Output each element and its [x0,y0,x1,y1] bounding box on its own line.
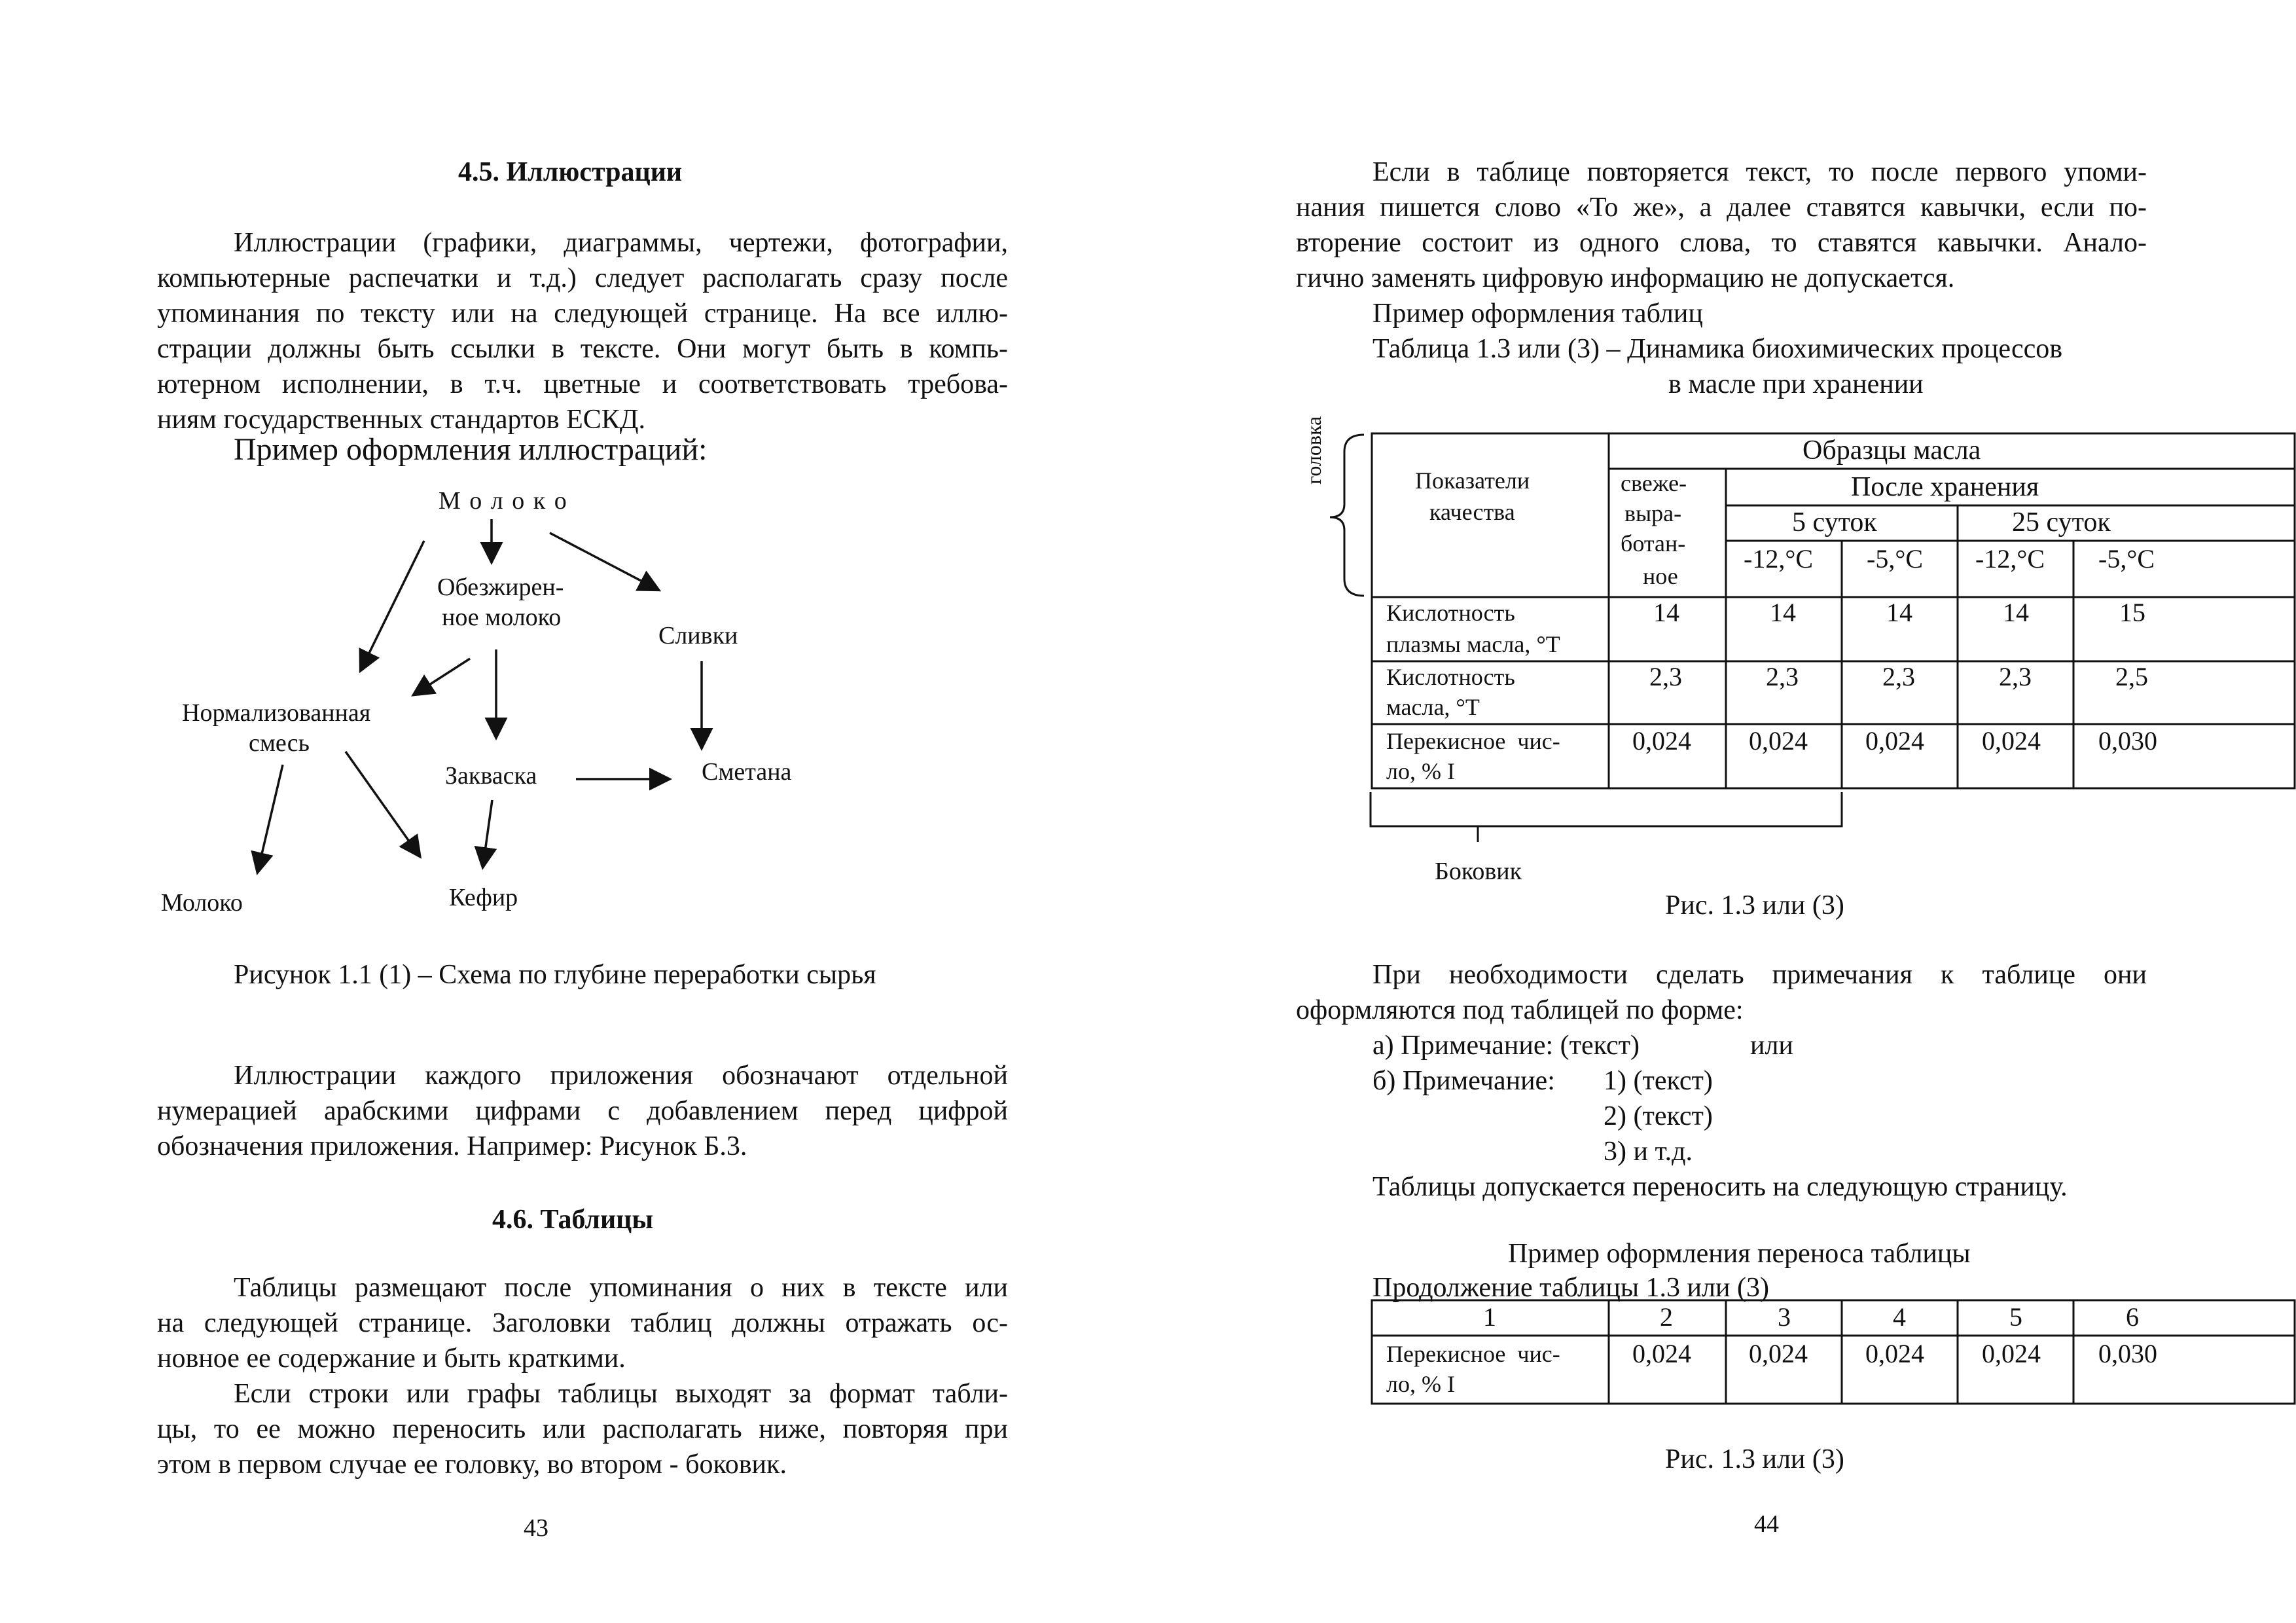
continuation-label: Продолжение таблицы 1.3 или (3) [1372,1273,1769,1303]
table-1-cell: 14 [1653,598,1679,627]
table-1-header-after-storage: После хранения [1851,472,2039,502]
heading-tables: 4.6. Таблицы [492,1205,654,1235]
table-1-cell: 0,024 [1982,726,2041,756]
note-a: а) Примечание: (текст) [1372,1030,1640,1061]
arrow-milk-to-normalized [361,541,424,669]
table-1-row-name: масла, °Т [1386,694,1480,720]
text-line: новное ее содержание и быть краткими. [157,1343,626,1374]
table-1-header-samples: Образцы масла [1803,435,1981,465]
arrow-normalized-to-milk [258,765,283,871]
table-1-cell: 2,3 [1766,662,1799,691]
diagram-node-normalized: Нормализованная [182,699,371,727]
text-line: Если в таблице повторяется текст, то после первого упоми- [1372,157,2147,187]
transfer-text: Таблицы допускается переносить на следующую страницу. [1372,1172,2068,1202]
table-2-column-number: 1 [1483,1302,1496,1332]
table-1-row-name: Перекисное чис- [1386,728,1560,754]
side-label: Боковик [1435,858,1522,885]
arrow-skim-to-normalized [415,659,470,694]
table-1-cell: 15 [2119,598,2145,627]
text-line: нумерацией арабскими цифрами с добавлением перед цифрой [157,1096,1008,1126]
figure-caption-1: Рис. 1.3 или (3) [1665,890,1844,921]
table-2-cell: 0,024 [1749,1339,1808,1368]
right-page [1148,0,2296,1623]
note-or: или [1750,1030,1793,1061]
note-b-item: 3) и т.д. [1604,1137,1693,1167]
table-2-cell: 0,024 [1632,1339,1691,1368]
diagram-node-skim-milk-2: ное молоко [442,604,562,631]
table-2-grid [1148,0,2296,1623]
text-line: страции должны быть ссылки в тексте. Они могут быть в компь- [157,334,1008,364]
table-1-cell: 14 [1886,598,1912,627]
page-number: 43 [524,1514,548,1542]
example-tables-label: Пример оформления таблиц [1372,299,1703,329]
table-1-cell: 0,024 [1865,726,1924,756]
arrow-normalized-to-kefir [346,752,419,855]
table-2-column-number: 4 [1893,1302,1906,1332]
diagram-node-skim-milk: Обезжирен- [437,574,564,601]
table-1-header-fresh-2: выра- [1624,500,1682,526]
text-line: обозначения приложения. Например: Рисунок Б.3. [157,1131,747,1161]
table-1-cell: 0,030 [2098,726,2157,756]
table-1-header-temp: -12,°С [1975,544,2045,574]
diagram-node-kefir: Кефир [449,884,518,911]
table-1-header-fresh-3: ботан- [1621,530,1686,556]
text-line: гично заменять цифровую информацию не допускается. [1296,263,1955,293]
table-1-cell: 2,5 [2115,662,2148,691]
text-line: упоминания по тексту или на следующей странице. На все иллю- [157,299,1008,329]
text-line: этом в первом случае ее головку, во втором - боковик. [157,1450,787,1480]
text-line: оформляются под таблицей по форме: [1296,995,1744,1025]
arrow-milk-to-cream [550,533,657,589]
paragraph-tables-placement [157,1270,1008,1482]
table-2-column-number: 3 [1778,1302,1791,1332]
table-1-cell: 2,3 [1649,662,1682,691]
text-line: При необходимости сделать примечания к таблице они [1372,960,2147,990]
table-1-header-indicators-2: качества [1429,499,1515,525]
text-line: ниям государственных стандартов ЕСКД. [157,405,645,435]
table-2-row-name: ло, % I [1386,1371,1455,1397]
table-1-header-temp: -5,°С [2098,544,2155,574]
table-1-header-5-days: 5 суток [1792,507,1877,538]
table-2-cell: 0,030 [2098,1339,2157,1368]
table-2-cell: 0,024 [1982,1339,2041,1368]
table-title-2: в масле при хранении [1668,369,1924,399]
table-1-cell: 2,3 [1882,662,1915,691]
table-2-row-name: Перекисное чис- [1386,1341,1560,1367]
diagram-node-milk-bottom: Молоко [161,889,243,917]
table-1-cell: 14 [2003,598,2029,627]
transfer-example-label: Пример оформления переноса таблицы [1508,1239,1971,1269]
table-1-cell: 0,024 [1632,726,1691,756]
diagram-node-milk-top: М о л о к о [439,487,568,515]
table-2-column-number: 5 [2009,1302,2022,1332]
figure-caption: Рисунок 1.1 (1) – Схема по глубине переработки сырья [234,960,876,990]
table-1-header-temp: -12,°С [1744,544,1813,574]
table-2-column-number: 2 [1660,1302,1673,1332]
table-title: Таблица 1.3 или (3) – Динамика биохимических процессов [1372,334,2063,364]
diagram-node-sour-cream: Сметана [702,758,792,786]
text-line: нания пишется слово «То же», а далее ставятся кавычки, если по- [1296,192,2147,223]
table-1-row-name: Кислотность [1386,600,1515,626]
text-line: компьютерные распечатки и т.д.) следует располагать сразу после [157,263,1008,293]
text-line: ютерном исполнении, в т.ч. цветные и соответствовать требова- [157,369,1008,399]
note-b-item: 1) (текст) [1604,1066,1713,1096]
text-line: вторение состоит из одного слова, то ставятся кавычки. Анало- [1296,228,2147,258]
page-number: 44 [1754,1510,1779,1538]
diagram-node-starter: Закваска [445,762,537,790]
diagram-node-cream: Сливки [658,622,738,649]
table-1-row-name: Кислотность [1386,664,1515,690]
text-line: на следующей странице. Заголовки таблиц должны отражать ос- [157,1308,1008,1338]
figure-caption-2: Рис. 1.3 или (3) [1665,1444,1844,1474]
table-1-row-name: ло, % I [1386,758,1455,784]
table-1-cell: 14 [1770,598,1796,627]
table-1-header-25-days: 25 суток [2012,507,2111,538]
table-1-header-fresh: свеже- [1621,470,1687,496]
table-1-cell: 2,3 [1999,662,2032,691]
table-1-header-indicators: Показатели [1415,467,1530,494]
head-label: головка [1302,416,1325,484]
table-2-column-number: 6 [2126,1302,2139,1332]
heading-illustrations: 4.5. Иллюстрации [458,157,683,187]
example-illustrations-label: Пример оформления иллюстраций: [234,432,708,467]
diagram-node-normalized-2: смесь [249,729,310,757]
table-1-header-temp: -5,°С [1867,544,1923,574]
arrow-starter-to-kefir [483,800,492,866]
text-line: цы, то ее можно переносить или располагать ниже, повторяя при [157,1414,1008,1444]
table-2-cell: 0,024 [1865,1339,1924,1368]
text-line: Если строки или графы таблицы выходят за формат табли- [234,1379,1008,1409]
paragraph-appendix-illustrations [157,1058,1008,1164]
table-1-row-name: плазмы масла, °Т [1386,631,1560,657]
note-b: б) Примечание: [1372,1066,1555,1096]
note-b-item: 2) (текст) [1604,1101,1713,1131]
table-1-cell: 0,024 [1749,726,1808,756]
text-line: Таблицы размещают после упоминания о них в тексте или [234,1273,1008,1303]
table-1-header-fresh-4: ное [1643,563,1678,589]
text-line: Иллюстрации каждого приложения обозначают отдельной [234,1061,1008,1091]
text-line: Иллюстрации (графики, диаграммы, чертежи, фотографии, [234,228,1008,258]
